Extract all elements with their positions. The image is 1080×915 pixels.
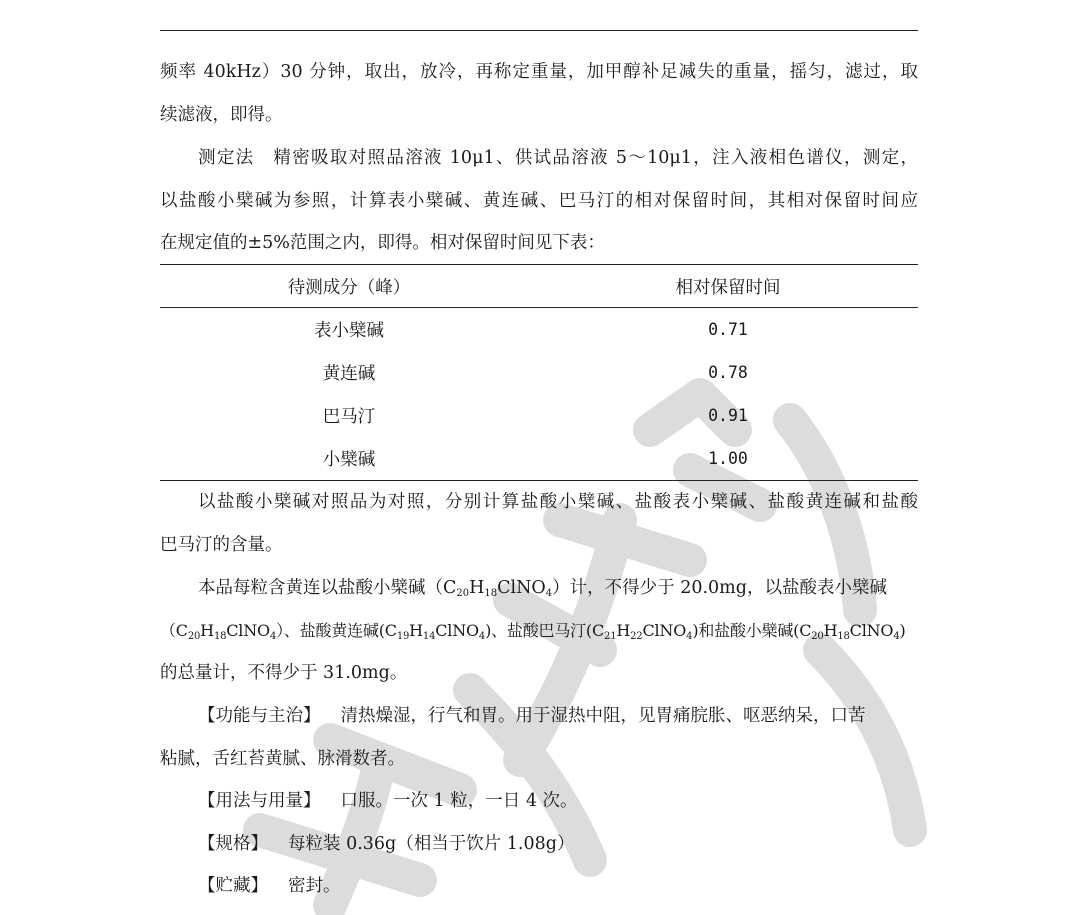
text-run: 密封。 [288,876,341,896]
document-page [160,0,918,915]
paragraph-line [160,874,918,898]
paragraph-line: 以盐酸小檗碱为参照，计算表小檗碱、黄连碱、巴马汀的相对保留时间，其相对保留时间应 [160,191,918,211]
table-cell: 1.00 [538,437,918,481]
table-cell: 巴马汀 [322,407,376,427]
formula-sub: 4 [545,588,553,599]
paragraph-line: 测定法 精密吸取对照品溶液 10μ1、供试品溶液 5～10μ1，注入液相色谱仪，测定， [198,148,918,168]
formula-text: H [469,578,485,598]
section-label: 【规格】 [198,834,268,854]
table-cell: 表小檗碱 [314,321,384,341]
retention-time-table [160,264,918,481]
formula-text: H [409,621,423,640]
text-run: ）计，不得少于 20.0mg，以盐酸表小檗碱 [552,578,887,598]
formula-sub: 18 [213,631,227,642]
table-cell: 黄连碱 [322,364,376,384]
text-run: ) [899,621,906,640]
section-label: 【贮藏】 [198,876,268,896]
table-cell: 小檗碱 [160,437,538,481]
formula-text: ClNO [497,578,546,598]
paragraph-line: 续滤液，即得。 [160,105,283,125]
formula-sub: 4 [893,631,900,642]
table-row [160,437,918,481]
formula-sub: 19 [396,631,410,642]
text-run: ）、盐酸黄连碱(C [276,621,397,640]
table-row [160,351,918,394]
formula-sub: 22 [630,631,643,642]
formula-text: ClNO [435,621,479,640]
text-run: 每粒装 0.36g（相当于饮片 1.08g） [288,834,575,854]
paragraph-line: 巴马汀的含量。 [160,535,283,555]
table-header: 待测成分（峰） [160,265,538,308]
formula-sub: 20 [187,631,201,642]
text-run: （C [160,621,188,640]
formula-sub: 14 [422,631,436,642]
table-row [160,308,918,352]
formula-text: ClNO [226,621,270,640]
paragraph-line [160,619,918,643]
table-cell: 0.78 [708,363,748,382]
section-label: 【功能与主治】 [198,706,321,726]
formula-sub: 21 [604,631,617,642]
formula-sub: 4 [269,631,277,642]
text-run: 清热燥湿，行气和胃。用于湿热中阻，见胃痛脘胀、呕恶纳呆，口苦 [340,706,866,726]
formula-text: H [616,621,631,640]
paragraph-line [160,576,918,600]
paragraph-line: 的总量计，不得少于 31.0mg。 [160,663,408,683]
table-cell: 0.71 [708,320,748,339]
formula-sub: 20 [811,631,824,642]
table-cell: 0.91 [708,406,748,425]
paragraph-line [160,704,918,728]
formula-sub: 20 [456,588,470,599]
paragraph-line: 粘腻，舌红苔黄腻、脉滑数者。 [160,749,405,769]
top-rule [160,30,918,31]
paragraph-line: 在规定值的±5%范围之内，即得。相对保留时间见下表： [160,233,605,253]
formula-text: H [823,621,838,640]
paragraph-line: 以盐酸小檗碱对照品为对照，分别计算盐酸小檗碱、盐酸表小檗碱、盐酸黄连碱和盐酸 [198,492,918,512]
formula-sub: 18 [484,588,498,599]
text-run: )、盐酸巴马汀(C [485,621,605,640]
text-run: 本品每粒含黄连以盐酸小檗碱（C [198,578,457,598]
formula-sub: 4 [478,631,486,642]
formula-text: H [200,621,214,640]
table-header: 相对保留时间 [538,265,918,308]
formula-text: ClNO [642,621,687,640]
section-label: 【用法与用量】 [198,791,321,811]
table-row [160,394,918,437]
formula-sub: 4 [686,631,693,642]
paragraph-line: 频率 40kHz）30 分钟，取出，放冷，再称定重量，加甲醇补足减失的重量，摇匀，滤过，取 [160,62,918,82]
formula-text: ClNO [849,621,894,640]
paragraph-line [160,832,918,856]
paragraph-line [160,789,918,813]
text-run: )和盐酸小檗碱(C [692,621,812,640]
text-run: 口服。一次 1 粒，一日 4 次。 [340,791,578,811]
formula-sub: 18 [837,631,850,642]
